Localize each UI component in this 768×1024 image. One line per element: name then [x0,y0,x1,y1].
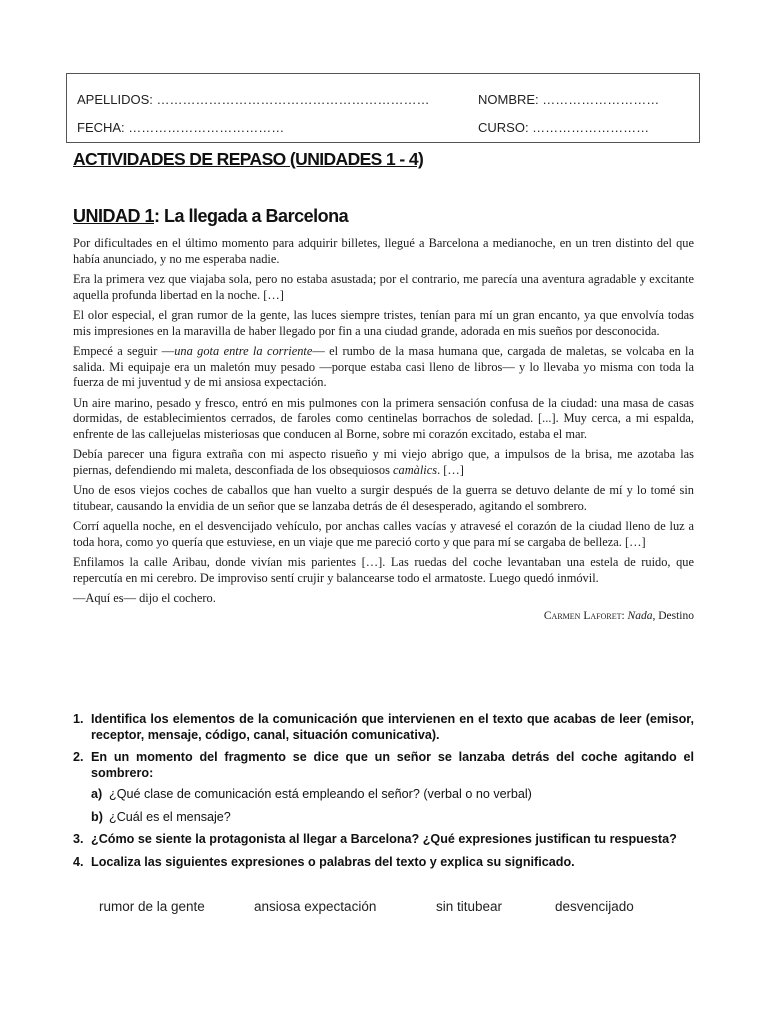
paragraph [73,447,694,478]
question-item [73,750,694,781]
reading-text [73,236,694,624]
subquestion-text: ¿Qué clase de comunicación está empleando el señor? (verbal o no verbal) [109,787,532,801]
expression-item: desvencijado [555,899,634,914]
paragraph: Era la primera vez que viajaba sola, pero no estaba asustada; por el contrario, me parecía una aventura agradable y excitante aquella profunda libertad en la noche. […] [73,272,694,302]
question-item [73,855,694,871]
italic-run: una gota entre la corriente [174,344,313,358]
publisher: , Destino [652,609,694,622]
question-number: 3. [73,832,84,846]
paragraph: Uno de esos viejos coches de caballos que han vuelto a surgir después de la guerra se detuvo delante de mí y lo tomé sin titubear, causando la envidia de un señor que se lanzaba detrás de él desesperado, agitando el sombrero. [73,483,694,513]
paragraph: —Aquí es— dijo el cochero. [73,591,216,605]
apellidos-field[interactable]: APELLIDOS: ……………………………………………………… [77,92,430,107]
subquestion-letter: a) [91,787,103,801]
student-info-box [66,73,700,143]
subquestion-item [91,787,694,803]
text-run: Empecé a seguir — [73,344,175,358]
fecha-field[interactable]: FECHA: ……………………………… [77,120,285,135]
paragraph [73,344,694,391]
question-text: Identifica los elementos de la comunicación que intervienen en el texto que acabas de leer (emisor, receptor, mensaje, código, canal, situación comunicativa). [91,712,694,742]
question-number: 4. [73,854,84,869]
page-title: ACTIVIDADES DE REPASO (UNIDADES 1 - 4) [73,149,424,169]
author-name: Carmen Laforet [543,609,622,622]
author-citation [73,609,694,625]
expression-item: rumor de la gente [99,899,205,914]
unit-title: : La llegada a Barcelona [154,206,349,226]
question-item [73,832,694,848]
unit-label: UNIDAD 1 [73,206,155,226]
text-run: . […] [437,462,464,477]
author-separator: : [621,609,628,622]
expression-item: sin titubear [436,899,503,914]
paragraph: Un aire marino, pesado y fresco, entró en mis pulmones con la primera sensación confusa de la ciudad: una masa de casas dormidas, de establecimientos cerrados, de faroles como centinelas borrachos de soledad. [...]. Muy cerca, a mi espalda, enfrente de las callejuelas misteriosas que conducen al Borne, sobre mi corazón excitado, estaba el mar. [73,395,694,441]
paragraph: Enfilamos la calle Aribau, donde vivían mis parientes […]. Las ruedas del coche levantaban una estela de ruido, que repercutía en mi cerebro. De improviso sentí crujir y balancearse todo el armatoste. Luego quedó inmóvil. [73,555,694,585]
text-run: — el rumbo de la masa humana que, cargada de maletas, se volcaba en la salida. Mi equipaje era un maletón muy pesado —porque estaba casi lleno de libros— y lo llevaba yo misma con toda la fuerza de mi juventud y de mi ansiosa expectación. [73,344,694,389]
paragraph: El olor especial, el gran rumor de la gente, las luces siempre tristes, tenían para mí un gran encanto, ya que envolvía todas mis impresiones en la maravilla de haber llegado por fin a una ciudad grande, adorada en mis sueños por desconocida. [73,308,694,338]
italic-run: camàlics [393,462,438,477]
text-run: Debía parecer una figura extraña con mi aspecto risueño y mi viejo abrigo que, a impulsos de la brisa, me azotaba las piernas, defendiendo mi maleta, desconfiada de los obsequiosos [73,447,694,477]
question-text: Localiza las siguientes expresiones o palabras del texto y explica su significado. [91,854,575,869]
unit-heading [73,206,348,227]
curso-field[interactable]: CURSO: ……………………… [478,120,650,135]
paragraph: Por dificultades en el último momento para adquirir billetes, llegué a Barcelona a medianoche, en un tren distinto del que había anunciado, y no me esperaba nadie. [73,236,694,266]
questions-list [73,712,694,877]
question-text: ¿Cómo se siente la protagonista al llegar a Barcelona? ¿Qué expresiones justifican tu respuesta? [91,832,677,846]
question-item [73,712,694,743]
paragraph: Corrí aquella noche, en el desvencijado vehículo, por anchas calles vacías y atravesé el corazón de la ciudad lleno de luz a toda hora, como yo quería que estuviese, en un viaje que me pareció corto y que para mí se cargaba de belleza. […] [73,519,694,549]
work-title: Nada [627,609,653,622]
subquestion-text: ¿Cuál es el mensaje? [109,809,231,824]
expression-item: ansiosa expectación [254,899,377,914]
question-number: 1. [73,712,84,726]
subquestion-letter: b) [91,809,103,824]
question-number: 2. [73,750,84,764]
nombre-field[interactable]: NOMBRE: ……………………… [478,92,660,107]
question-text: En un momento del fragmento se dice que un señor se lanzaba detrás del coche agitando el sombrero: [91,750,694,780]
subquestion-item [91,810,694,826]
